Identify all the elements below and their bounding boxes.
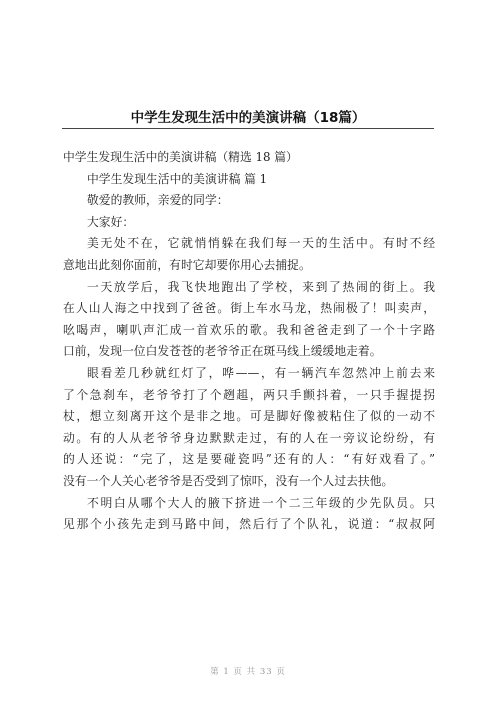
greeting-line: 大家好： bbox=[87, 214, 135, 229]
paragraph-line: 了个急刹车，老爷爷打了个趔趄，两只手颤抖着，一只手握提拐 bbox=[63, 387, 435, 402]
paragraph-line: 不明白从哪个大人的腋下挤进一个二三年级的少先队员。只 bbox=[87, 495, 435, 510]
section-heading: 中学生发现生活中的美演讲稿 篇 1 bbox=[87, 171, 268, 186]
page-footer: 第 1 页 共 33 页 bbox=[210, 667, 286, 677]
paragraph-line: 的人还说：“完了，这是要碰瓷吗”还有的人：“有好戏看了。” bbox=[63, 452, 435, 467]
salutation-line: 敬爱的教师，亲爱的同学： bbox=[87, 193, 229, 208]
document-body bbox=[63, 147, 435, 536]
paragraph-line: 在人山人海之中找到了爸爸。街上车水马龙，热闹极了！叫卖声， bbox=[63, 301, 435, 316]
paragraph-line: 动。有的人从老爷爷身边默默走过，有的人在一旁议论纷纷，有 bbox=[63, 430, 435, 445]
paragraph-line: 口前，发现一位白发苍苍的老爷爷正在斑马线上缓缓地走着。 bbox=[63, 344, 382, 359]
paragraph-line: 见那个小孩先走到马路中间，然后行了个队礼，说道：“叔叔阿 bbox=[63, 517, 435, 532]
paragraph-line: 没有一个人关心老爷爷是否受到了惊吓，没有一个人过去扶他。 bbox=[63, 473, 394, 488]
subtitle-line: 中学生发现生活中的美演讲稿（精选 18 篇） bbox=[63, 150, 298, 164]
paragraph-line: 杖，想立刻离开这个是非之地。可是脚好像被粘住了似的一动不 bbox=[63, 409, 435, 424]
document-title: 中学生发现生活中的美演讲稿（18篇） bbox=[130, 110, 366, 126]
paragraph-line: 眼看差几秒就红灯了，哗——，有一辆汽车忽然冲上前去来 bbox=[87, 365, 435, 380]
paragraph-line: 意地出此刻你面前，有时它却要你用心去捕捉。 bbox=[63, 257, 311, 272]
title-divider bbox=[62, 128, 434, 129]
paragraph-line: 一天放学后，我飞快地跑出了学校，来到了热闹的街上。我 bbox=[87, 279, 435, 294]
paragraph-line: 吆喝声，喇叭声汇成一首欢乐的歌。我和爸爸走到了一个十字路 bbox=[63, 322, 435, 337]
paragraph-line: 美无处不在，它就悄悄躲在我们每一天的生活中。有时不经 bbox=[87, 236, 435, 251]
